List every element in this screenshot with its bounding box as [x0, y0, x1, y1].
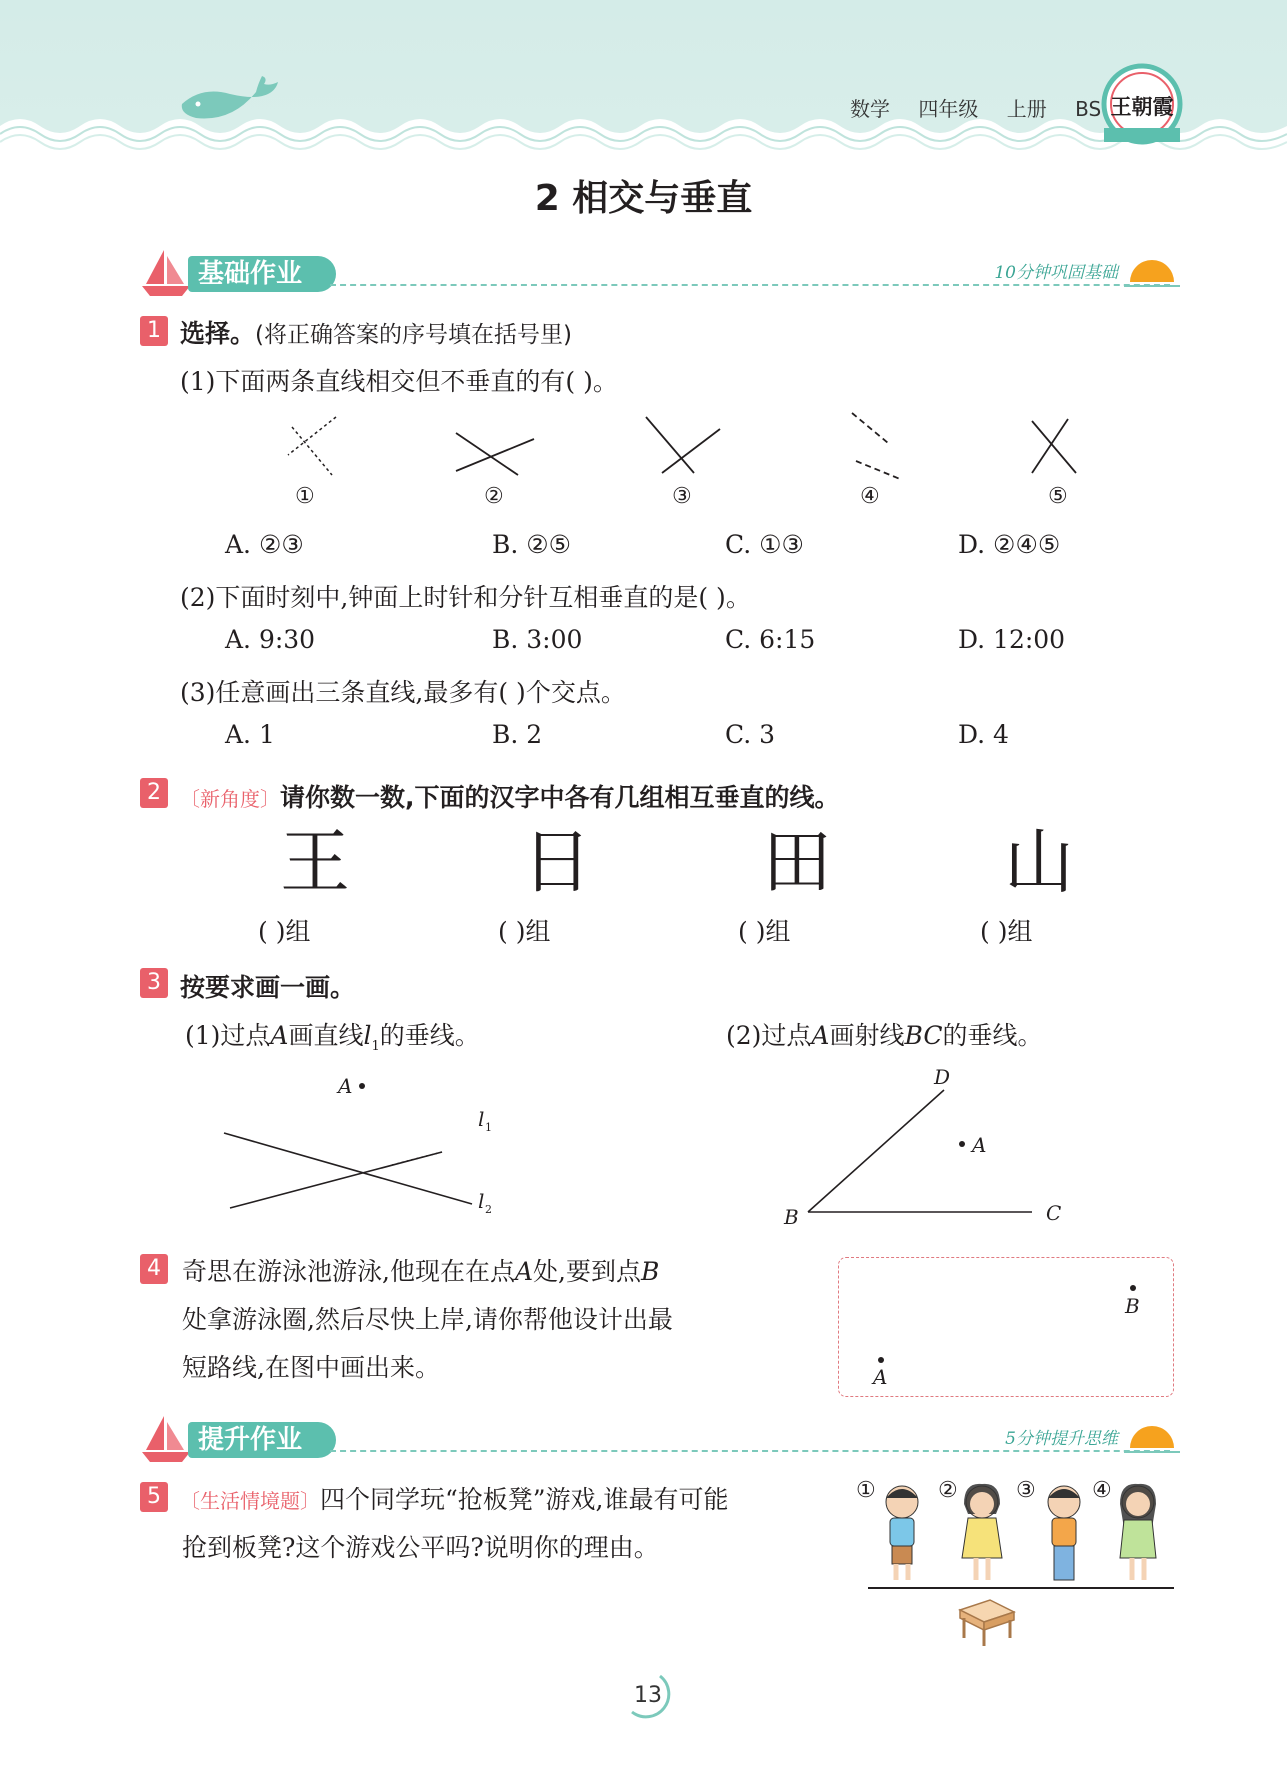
figure-4: [852, 413, 900, 479]
q3-figure-1: [210, 1066, 510, 1236]
q3-sub2-ray: BC: [904, 1021, 943, 1050]
section-divider: [330, 1450, 1170, 1452]
sun-icon: [1124, 1418, 1180, 1458]
line-l2: [224, 1133, 472, 1204]
q3-sub1-suffix: 的垂线。: [379, 1021, 480, 1050]
pool-point-a-dot: [878, 1357, 884, 1363]
section-basic-label: 基础作业: [188, 256, 336, 292]
q3-figure-2: [780, 1062, 1080, 1232]
q4-line-1b: 处,要到点: [533, 1257, 641, 1286]
l1-label: l: [478, 1107, 485, 1131]
logo-text: 王朝霞: [1110, 94, 1174, 119]
q2-blank-1[interactable]: ( )组: [258, 917, 311, 946]
figure-3: [646, 417, 720, 473]
figure-label-1: ①: [295, 484, 315, 509]
q5-tag: 〔生活情境题〕: [180, 1489, 320, 1513]
ray-bd: [808, 1090, 944, 1212]
figure-label-3: ③: [672, 484, 692, 509]
line-l1: [230, 1152, 442, 1208]
q2-blank-3[interactable]: ( )组: [738, 917, 791, 946]
section-advanced-header: [140, 1412, 1180, 1468]
section-advanced-label: 提升作业: [188, 1422, 336, 1458]
l2-label: l: [478, 1189, 485, 1213]
point-a-dot: [359, 1083, 365, 1089]
q5-number: 5: [140, 1482, 168, 1512]
q3-sub1-mid: 画直线: [288, 1021, 364, 1050]
q1-sub3-text: (3)任意画出三条直线,最多有( )个交点。: [180, 678, 626, 707]
page-title: 2 相交与垂直: [534, 178, 753, 219]
q3-title: 按要求画一画。: [180, 973, 356, 1002]
q4-point-b: B: [640, 1257, 660, 1286]
header-volume: 上册: [1006, 97, 1047, 121]
q1-sub1-option-a[interactable]: A. ②③: [225, 530, 304, 559]
sun-icon: [1124, 252, 1180, 292]
q2-title: [180, 778, 840, 814]
q3-sub1-line: l: [363, 1021, 372, 1050]
pool-point-a-label: A: [873, 1365, 888, 1389]
q2-char-3: 田: [762, 821, 832, 903]
q5-line-1-text: 四个同学玩“抢板凳”游戏,谁最有可能: [320, 1485, 729, 1514]
q4-number: 4: [140, 1254, 168, 1284]
q1-sub1-text: (1)下面两条直线相交但不垂直的有( )。: [180, 367, 618, 396]
q3-sub1-text: [185, 1016, 480, 1054]
q4-line-3: 短路线,在图中画出来。: [182, 1353, 440, 1382]
kid-label-4: ④: [1092, 1478, 1112, 1503]
q1-sub2-option-d[interactable]: D. 12:00: [958, 625, 1066, 654]
kid-4-icon: [1120, 1484, 1156, 1580]
section-advanced-note: 5分钟提升思维: [1005, 1429, 1118, 1449]
q1-note: (将正确答案的序号填在括号里): [255, 322, 572, 348]
q1-sub1-option-c[interactable]: C. ①③: [725, 530, 804, 559]
figure-1: [288, 417, 336, 475]
figure-label-4: ④: [860, 484, 880, 509]
q1-title-text: 选择。: [180, 319, 256, 348]
q2-blank-2[interactable]: ( )组: [498, 917, 551, 946]
header-meta: [850, 93, 1123, 122]
q1-sub2-option-c[interactable]: C. 6:15: [725, 625, 816, 654]
kid-3-icon: [1048, 1486, 1080, 1580]
section-basic-note: 10分钟巩固基础: [994, 263, 1118, 283]
kid-2-icon: [962, 1484, 1002, 1580]
figure-5: [1032, 419, 1076, 473]
q3-sub1-line-sub: 1: [371, 1039, 380, 1054]
pool-drawing-area[interactable]: [838, 1257, 1174, 1397]
header-subject: 数学: [850, 97, 890, 121]
pool-point-b-dot: [1130, 1285, 1136, 1291]
pool-figure: [839, 1258, 1173, 1396]
q4-line-2: 处拿游泳圈,然后尽快上岸,请你帮他设计出最: [182, 1305, 673, 1334]
q3-sub2-prefix: (2)过点: [726, 1021, 812, 1050]
section-basic-header: [140, 246, 1180, 302]
whale-icon: [172, 74, 284, 132]
kid-label-1: ①: [856, 1478, 876, 1503]
q5-line-2: 抢到板凳?这个游戏公平吗?说明你的理由。: [182, 1533, 659, 1562]
q1-sub3-option-a[interactable]: A. 1: [225, 720, 275, 749]
q3-sub1-point: A: [270, 1021, 289, 1050]
q5-line-1: [180, 1480, 729, 1516]
point-a-label: A: [338, 1074, 353, 1098]
page-number: 13: [634, 1683, 662, 1708]
sailboat-icon: [140, 1412, 192, 1464]
figure-label-5: ⑤: [1048, 484, 1068, 509]
pool-point-b-label: B: [1125, 1294, 1140, 1318]
kid-label-2: ②: [938, 1478, 958, 1503]
sailboat-icon: [140, 246, 192, 298]
stool-icon: [954, 1594, 1018, 1648]
q2-tag: 〔新角度〕: [180, 787, 280, 811]
point-d-label: D: [934, 1065, 951, 1089]
q2-char-2: 日: [522, 821, 592, 903]
q1-sub2-option-b[interactable]: B. 3:00: [492, 625, 583, 654]
section-divider: [330, 284, 1170, 286]
figure-label-2: ②: [484, 484, 504, 509]
kid-label-3: ③: [1016, 1478, 1036, 1503]
q4-point-a: A: [514, 1257, 534, 1286]
point-c-label: C: [1046, 1201, 1062, 1225]
q1-title: [180, 314, 572, 350]
q1-sub2-option-a[interactable]: A. 9:30: [225, 625, 316, 654]
q2-title-text: 请你数一数,下面的汉字中各有几组相互垂直的线。: [280, 783, 840, 812]
q3-number: 3: [140, 968, 168, 998]
figure-2: [456, 433, 534, 475]
q1-sub3-option-c[interactable]: C. 3: [725, 720, 776, 749]
q3-sub1-prefix: (1)过点: [185, 1021, 271, 1050]
kid-1-icon: [886, 1486, 918, 1580]
q4-line-1: [182, 1252, 659, 1288]
l2-sub: 2: [485, 1203, 492, 1216]
header-edition: BS: [1075, 97, 1102, 121]
q3-sub2-point: A: [811, 1021, 830, 1050]
brand-logo: [1098, 58, 1186, 152]
q3-sub2-text: [726, 1016, 1042, 1052]
q2-number: 2: [140, 778, 168, 808]
l1-sub: 1: [485, 1121, 492, 1134]
q4-line-1a: 奇思在游泳池游泳,他现在在点: [182, 1257, 515, 1286]
q2-blank-4[interactable]: ( )组: [980, 917, 1033, 946]
q1-sub1-option-d[interactable]: D. ②④⑤: [958, 530, 1061, 559]
q1-sub3-option-d[interactable]: D. 4: [958, 720, 1009, 749]
q1-sub3-option-b[interactable]: B. 2: [492, 720, 543, 749]
point-a-label: A: [972, 1133, 987, 1157]
q2-char-4: 山: [1004, 821, 1074, 903]
q1-sub1-option-b[interactable]: B. ②⑤: [492, 530, 572, 559]
header-grade: 四年级: [918, 97, 979, 121]
point-a-dot: [959, 1141, 965, 1147]
q1-number: 1: [140, 316, 168, 346]
q3-sub2-suffix: 的垂线。: [942, 1021, 1043, 1050]
point-b-label: B: [784, 1205, 799, 1229]
q1-sub2-text: (2)下面时刻中,钟面上时针和分针互相垂直的是( )。: [180, 583, 751, 612]
q2-char-1: 王: [280, 821, 350, 903]
q3-sub2-mid: 画射线: [829, 1021, 905, 1050]
